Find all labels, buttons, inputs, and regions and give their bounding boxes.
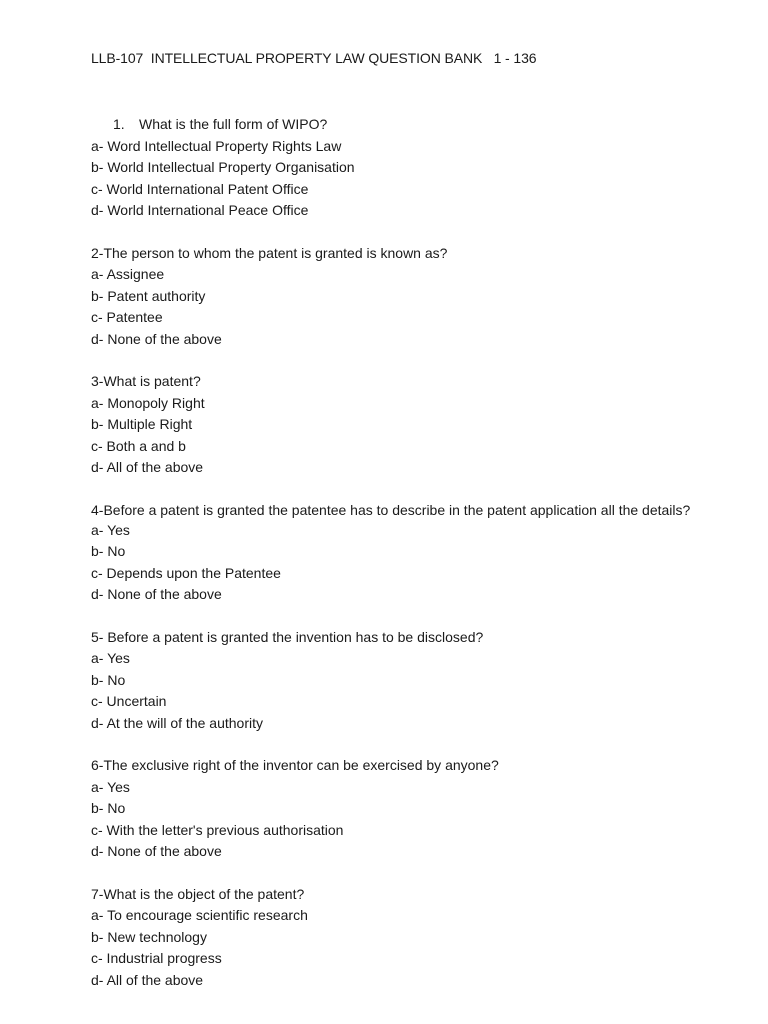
option-c: c- Patentee [91,309,163,325]
question-1 [91,114,691,222]
option-c: c- Depends upon the Patentee [91,564,281,581]
question-7 [91,884,691,992]
option-b: b- No [91,800,126,816]
question-1-text: What is the full form of WIPO? [139,116,328,132]
option-b: b- Patent authority [91,287,206,304]
option-c: c- World International Patent Office [91,180,309,197]
option-a: a- Yes [91,778,130,795]
question-4 [91,500,691,606]
option-a: a- Word Intellectual Property Rights Law [91,137,342,154]
question-text [91,114,691,136]
option-b: b- No [91,671,126,688]
option-b: b- Multiple Right [91,416,193,432]
option-d: d- None of the above [91,330,222,347]
option-d: d- None of the above [91,586,222,602]
option-c: c- Industrial progress [91,950,222,966]
question-2 [91,243,691,351]
option-d: d- At the will of the authority [91,714,263,731]
option-c: c- Both a and b [91,437,186,454]
question-number: 1. [113,116,125,132]
question-3 [91,371,691,479]
option-d: d- All of the above [91,971,204,988]
question-7-text: 7-What is the object of the patent? [91,885,305,902]
option-a: a- Yes [91,650,130,666]
option-a: a- Monopoly Right [91,394,205,411]
question-5-text: 5- Before a patent is granted the invention has to be disclosed? [91,628,484,645]
option-b: b- No [91,543,126,559]
option-b: b- World Intellectual Property Organisation [91,159,355,175]
option-a: a- Yes [91,521,130,538]
question-6 [91,755,691,863]
option-c: c- Uncertain [91,693,167,709]
question-6-text: 6-The exclusive right of the inventor can be exercised by anyone? [91,757,499,773]
question-2-text: 2-The person to whom the patent is granted is known as? [91,244,448,261]
question-5 [91,627,691,735]
document-title: LLB-107 INTELLECTUAL PROPERTY LAW QUESTION BANK 1 - 136 [91,50,537,66]
option-d: d- World International Peace Office [91,202,309,218]
question-3-text: 3-What is patent? [91,373,201,389]
option-d: d- None of the above [91,843,222,859]
option-a: a- To encourage scientific research [91,907,308,923]
option-a: a- Assignee [91,266,165,282]
question-list [91,114,691,1012]
option-d: d- All of the above [91,459,204,475]
option-c: c- With the letter's previous authorisation [91,821,344,838]
question-4-text: 4-Before a patent is granted the patentee has to describe in the patent application all the details? [91,501,691,518]
option-b: b- New technology [91,928,207,945]
